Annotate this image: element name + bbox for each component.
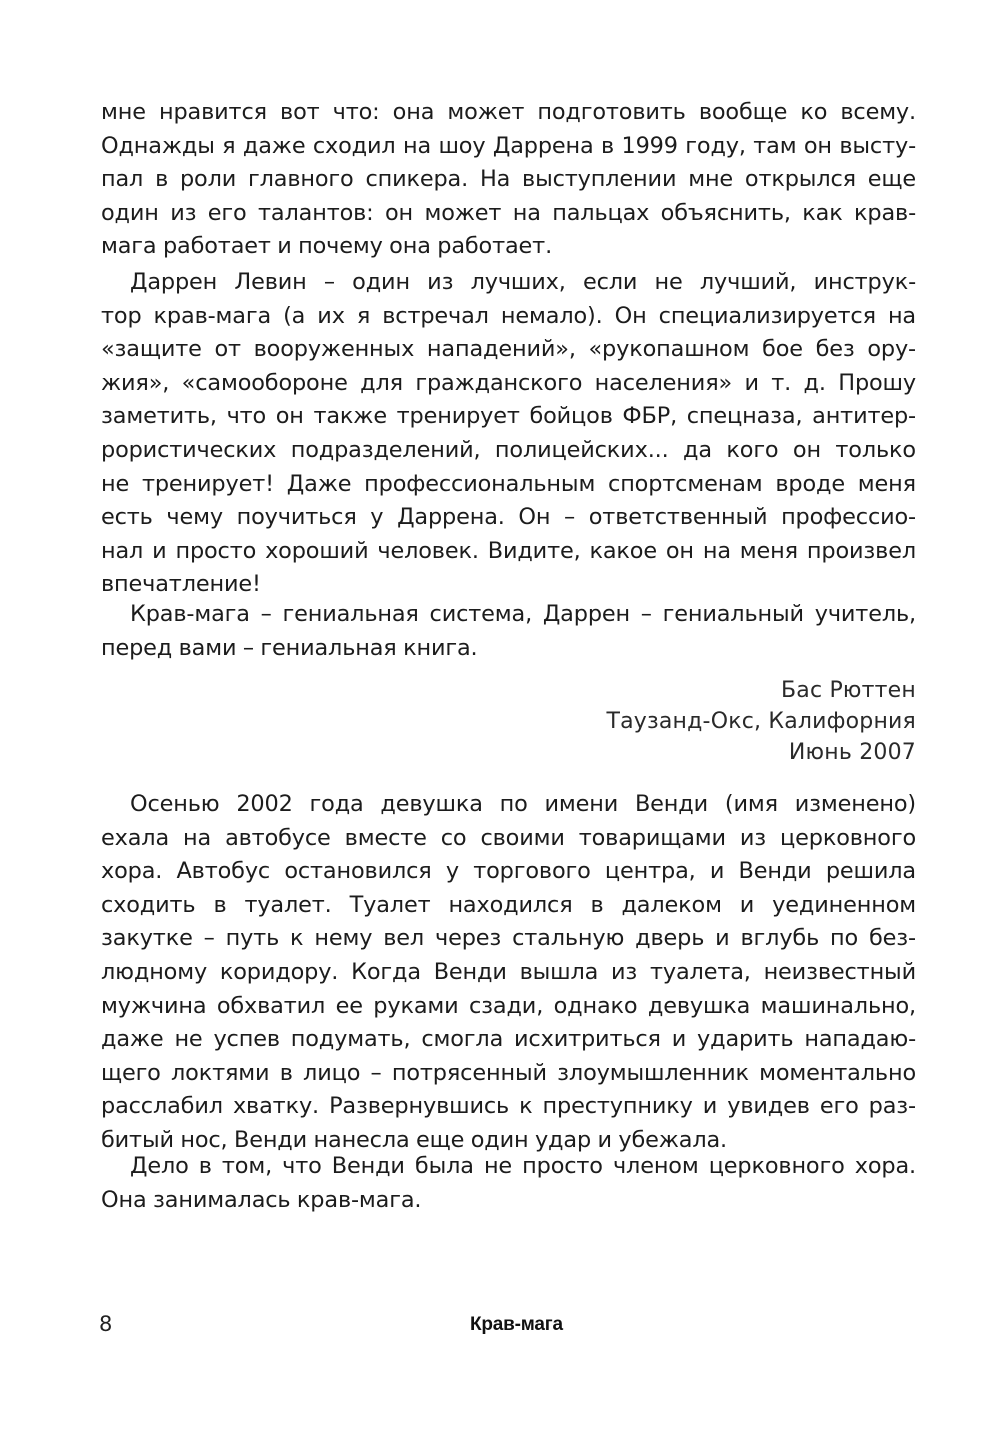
text-line: битый нос, Венди нанесла еще один удар и убежала. [101, 1126, 728, 1153]
text-line: Даррен Левин – один из лучших, если не лучший, инструк- [130, 269, 916, 295]
text-line: заметить, что он также тренирует бойцов ФБР, спецназа, антитер- [101, 403, 916, 430]
text-line: мне нравится вот что: она может подготовить вообще ко всему. [101, 99, 916, 125]
story-paragraph-1 [101, 788, 916, 1158]
text-line: один из его талантов: он может на пальцах объяснить, как крав- [101, 199, 916, 226]
signature-name: Бас Рюттен [781, 678, 916, 703]
text-line: рористических подразделений, полицейских... да кого он только [101, 436, 916, 463]
text-line: мужчина обхватил ее руками сзади, однако девушка машинально, [101, 992, 916, 1019]
text-line: тор крав-мага (а их я встречал немало). Он специализируется на [101, 302, 916, 329]
text-line: Крав-мага – гениальная система, Даррен – гениальный учитель, [130, 601, 916, 627]
text-line: пал в роли главного спикера. На выступлении мне открылся еще [101, 166, 916, 193]
page-number: 8 [99, 1312, 113, 1336]
text-line: перед вами – гениальная книга. [101, 634, 478, 661]
text-line: впечатление! [101, 571, 261, 598]
text-line: ехала на автобусе вместе со своими товарищами из церковного [101, 824, 916, 851]
foreword-text-3 [101, 598, 916, 665]
text-line: Осенью 2002 года девушка по имени Венди (имя изменено) [130, 791, 916, 817]
text-line: есть чему поучиться у Даррена. Он – ответственный профессио- [101, 504, 916, 531]
signature-place: Таузанд-Окс, Калифорния [606, 709, 916, 734]
text-line: жия», «самообороне для гражданского населения» и т. д. Прошу [101, 369, 916, 396]
foreword-text-2 [101, 266, 916, 602]
text-line: мага работает и почему она работает. [101, 233, 553, 260]
story-text-2 [101, 1150, 916, 1217]
text-line: щего локтями в лицо – потрясенный злоумышленник моментально [101, 1059, 916, 1086]
text-line: Она занималась крав-мага. [101, 1186, 422, 1213]
signature-date: Июнь 2007 [788, 740, 916, 765]
text-line: нал и просто хороший человек. Видите, какое он на меня произвел [101, 537, 916, 564]
text-line: расслабил хватку. Развернувшись к преступнику и увидев его раз- [101, 1093, 916, 1120]
text-line: хора. Автобус остановился у торгового центра, и Венди решила [101, 858, 916, 885]
paragraph-1 [101, 96, 916, 264]
text-line: даже не успев подумать, смогла исхитриться и ударить нападаю- [101, 1026, 916, 1053]
text-line: людному коридору. Когда Венди вышла из туалета, неизвестный [101, 958, 916, 985]
text-line: Однажды я даже сходил на шоу Даррена в 1999 году, там он высту- [101, 132, 916, 159]
text-line: закутке – путь к нему вел через стальную дверь и вглубь по без- [101, 925, 916, 952]
paragraph-3 [101, 598, 916, 665]
foreword-text [101, 96, 916, 264]
text-line: сходить в туалет. Туалет находился в далеком и уединенном [101, 891, 916, 918]
text-line: Дело в том, что Венди была не просто членом церковного хора. [130, 1153, 916, 1179]
text-line: «защите от вооруженных нападений», «рукопашном бое без ору- [101, 336, 916, 363]
story-paragraph-2 [101, 1150, 916, 1217]
foreword-signature [606, 675, 916, 768]
text-line: не тренирует! Даже профессиональным спортсменам вроде меня [101, 470, 916, 497]
paragraph-2 [101, 266, 916, 602]
running-footer-title: Крав-мага [470, 1314, 563, 1335]
story-text [101, 788, 916, 1158]
